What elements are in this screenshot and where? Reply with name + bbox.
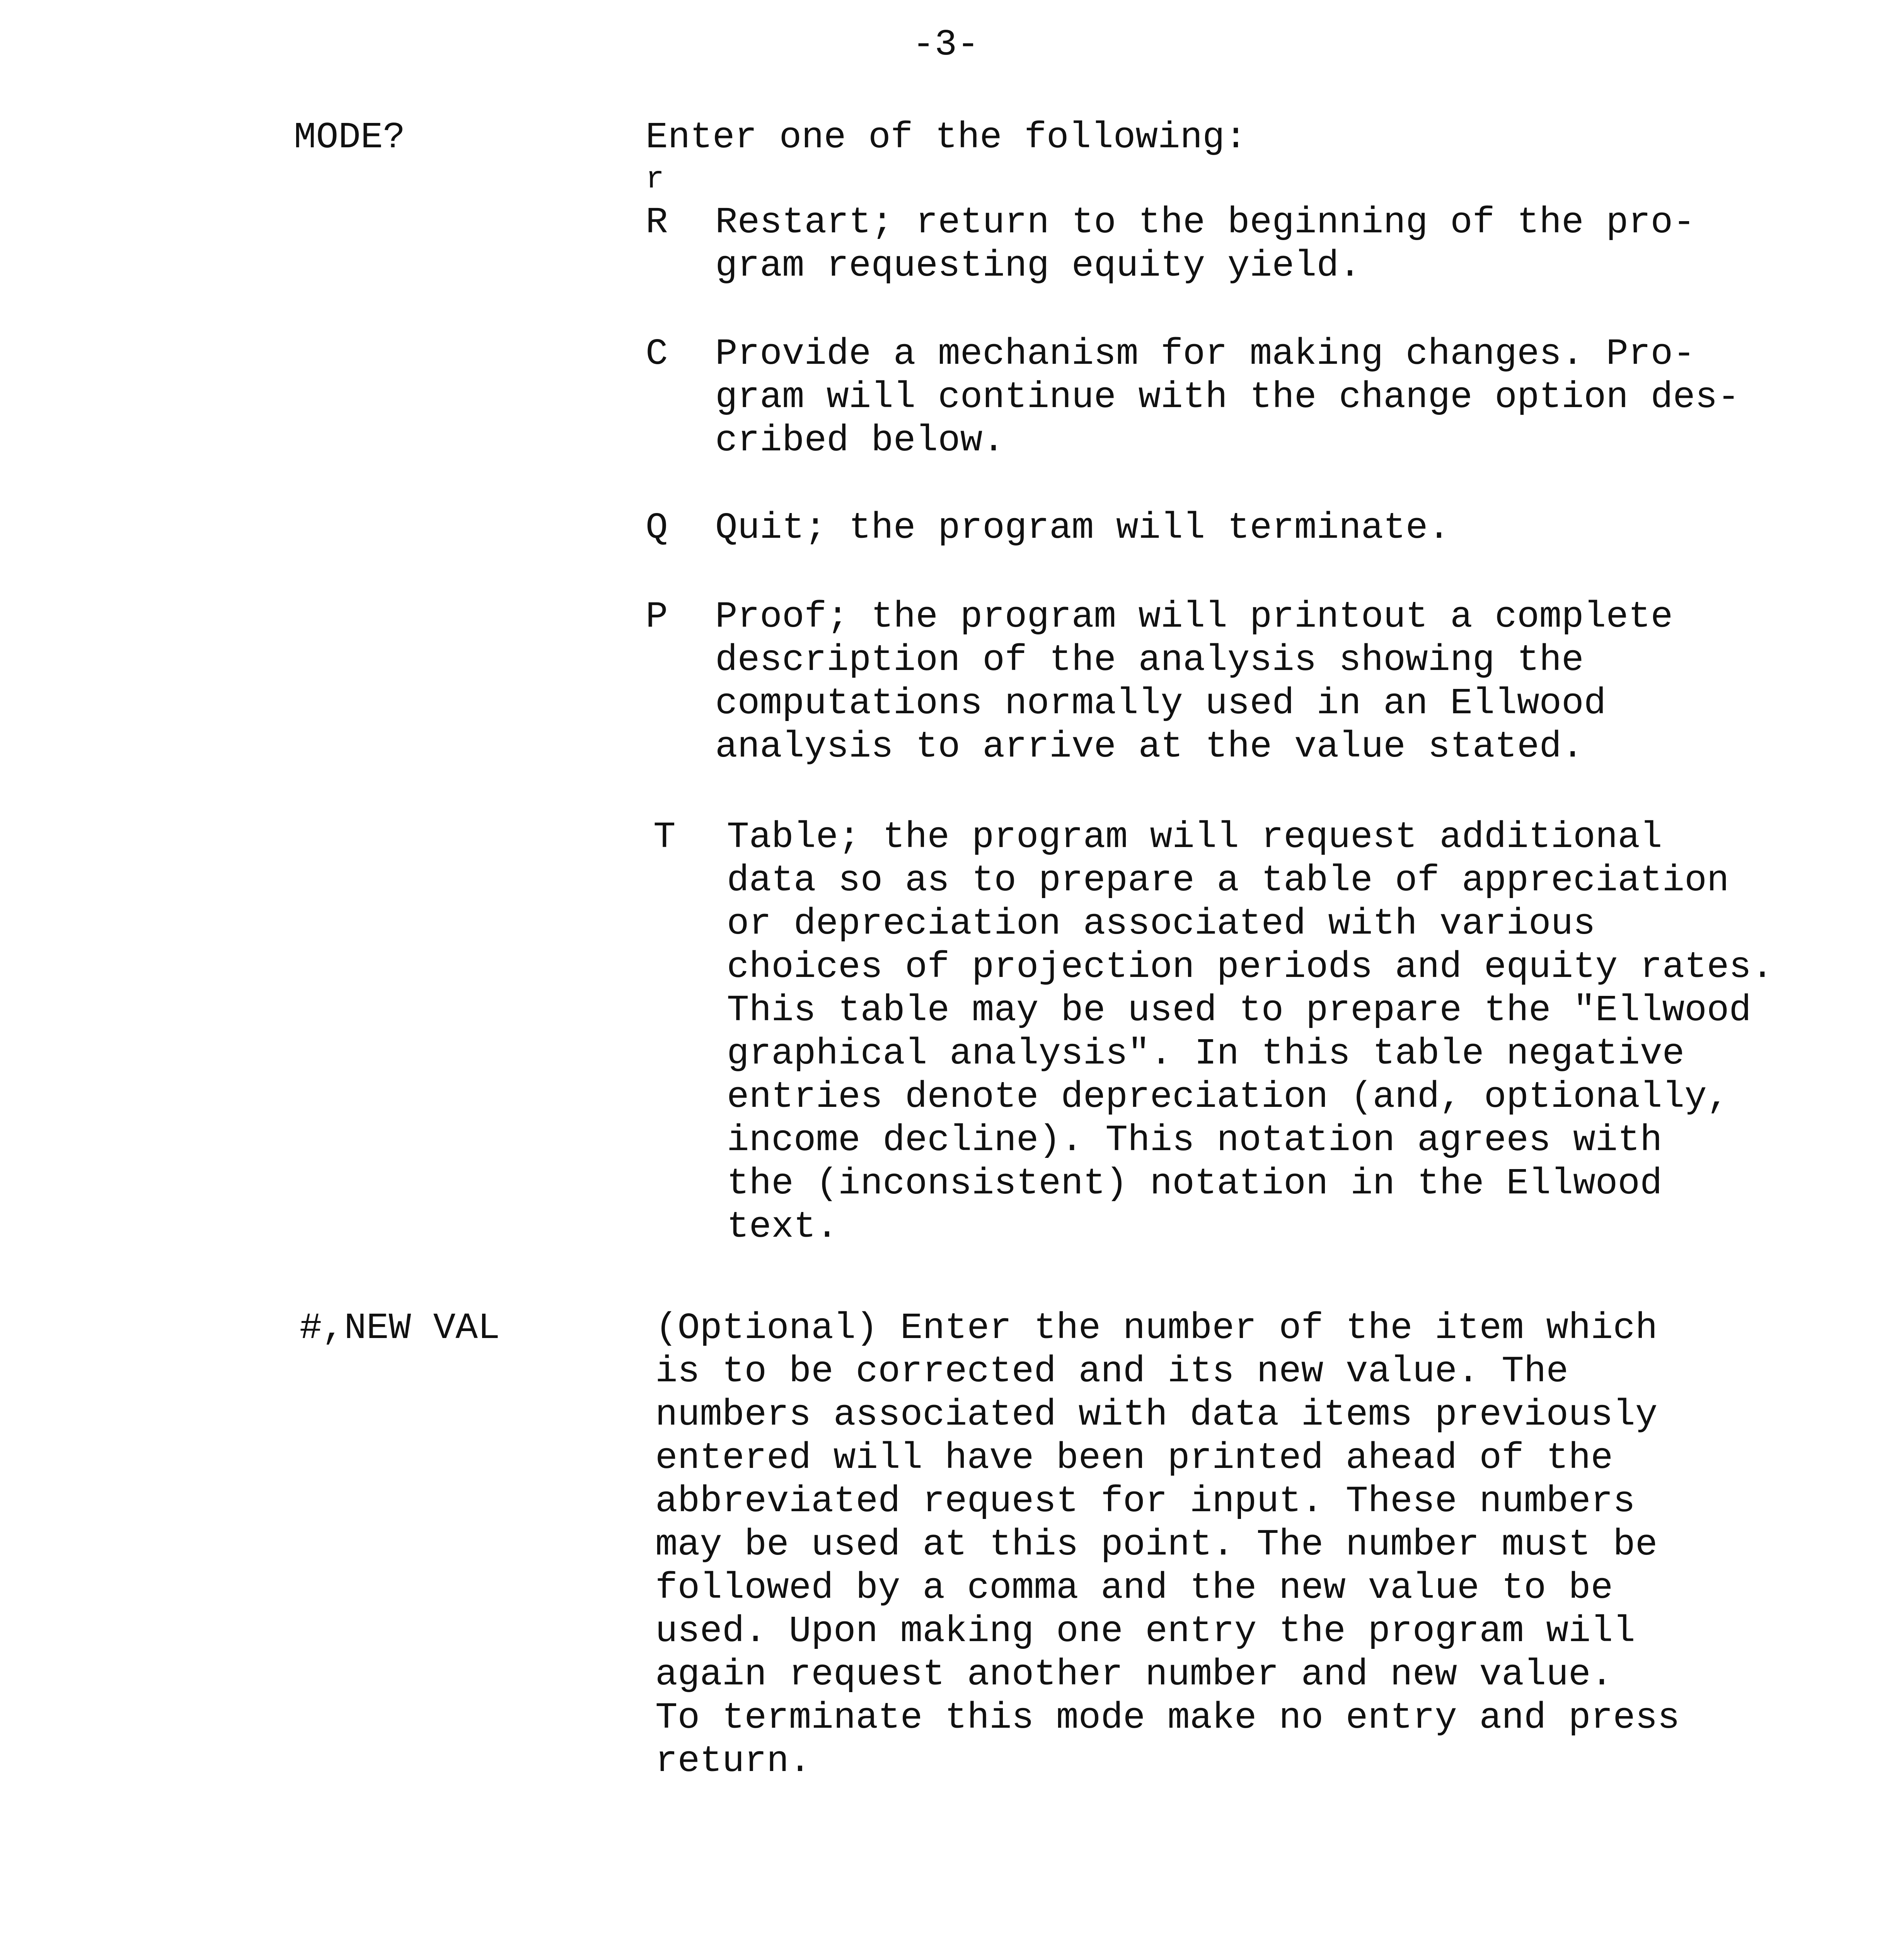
- option-letter: R: [646, 201, 668, 244]
- page-number: -3-: [912, 24, 979, 66]
- option-letter: Q: [646, 507, 668, 549]
- option-letter: C: [646, 333, 668, 375]
- new-val-prompt-label: #,NEW VAL: [300, 1307, 500, 1349]
- option-description: Provide a mechanism for making changes. Pro- gram will continue with the change option des- cribed below.: [715, 333, 1740, 462]
- option-description: Restart; return to the beginning of the pro- gram requesting equity yield.: [715, 201, 1695, 287]
- option-letter: P: [646, 596, 668, 638]
- stray-mark: r: [646, 162, 665, 197]
- mode-intro-text: Enter one of the following:: [646, 116, 1247, 159]
- mode-prompt-label: MODE?: [294, 116, 406, 159]
- option-description: Proof; the program will printout a complete description of the analysis showing the computations normally used in an Ellwood analysis to arrive at the value stated.: [715, 596, 1673, 768]
- option-description: Quit; the program will terminate.: [715, 507, 1451, 549]
- option-letter: T: [653, 816, 676, 858]
- new-val-description: (Optional) Enter the number of the item which is to be corrected and its new value. The numbers associated with data items previously entered will have been printed ahead of the abbreviated request for input. These numbers may be used at this point. The number must be followed by a comma and the new value to be used. Upon making one entry the program will again request another number and new value. To terminate this mode make no entry and press return.: [655, 1307, 1680, 1782]
- option-description: Table; the program will request additional data so as to prepare a table of appreciation or depreciation associated with various choices of projection periods and equity rates. This table may be used to prepare the "Ellwood graphical analysis". In this table negative entries denote depreciation (and, optionally, income decline). This notation agrees with the (inconsistent) notation in the Ellwood text.: [727, 816, 1774, 1248]
